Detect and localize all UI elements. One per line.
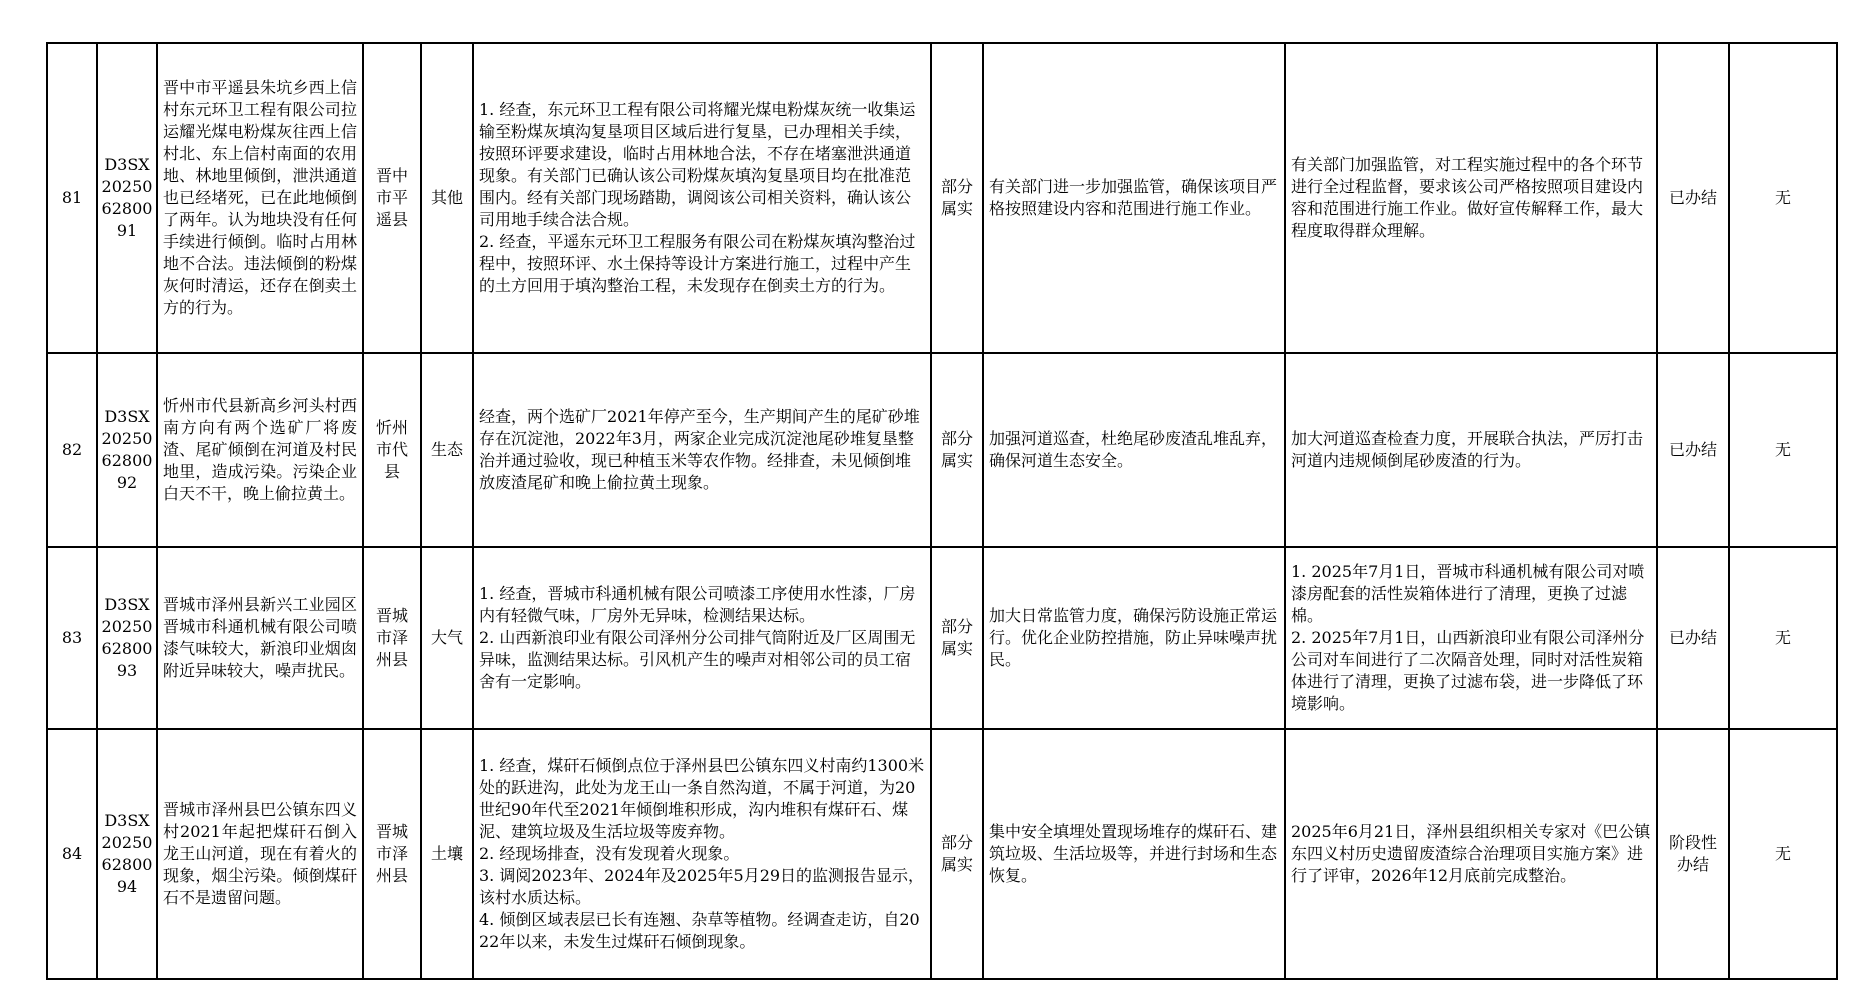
accountability-note: 无 [1729, 547, 1837, 729]
finding-paragraph: 2. 经现场排查，没有发现着火现象。 [479, 844, 740, 863]
table-row [47, 547, 1837, 729]
case-code: D3SX202506280092 [97, 353, 157, 547]
investigation-findings [473, 729, 931, 979]
rectification-requirements: 集中安全填埋处置现场堆存的煤矸石、建筑垃圾、生活垃圾等，并进行封场和生态恢复。 [983, 729, 1285, 979]
verdict: 部分属实 [931, 729, 983, 979]
administrative-area: 晋城市泽州县 [363, 547, 421, 729]
pollution-type: 土壤 [421, 729, 473, 979]
measure-paragraph: 2. 2025年7月1日，山西新浪印业有限公司泽州分公司对车间进行了二次隔音处理，同时对活性炭箱体进行了清理，更换了过滤布袋，进一步降低了环境影响。 [1291, 628, 1645, 713]
verdict: 部分属实 [931, 547, 983, 729]
pollution-type: 生态 [421, 353, 473, 547]
complaint-description: 晋城市泽州县新兴工业园区晋城市科通机械有限公司喷漆气味较大，新浪印业烟囱附近异味较大，噪声扰民。 [157, 547, 363, 729]
measure-paragraph: 2025年6月21日，泽州县组织相关专家对《巴公镇东四义村历史遗留废渣综合治理项目实施方案》进行了评审，2026年12月底前完成整治。 [1291, 822, 1651, 885]
investigation-findings [473, 547, 931, 729]
case-number: 82 [47, 353, 97, 547]
pollution-type: 其他 [421, 43, 473, 353]
table-row [47, 43, 1837, 353]
finding-paragraph: 3. 调阅2023年、2024年及2025年5月29日的监测报告显示，该村水质达标。 [479, 866, 925, 907]
finding-paragraph: 2. 经查，平遥东元环卫工程服务有限公司在粉煤灰填沟整治过程中，按照环评、水土保持等设计方案进行施工，过程中产生的土方回用于填沟整治工程，未发现存在倒卖土方的行为。 [479, 232, 916, 295]
completion-status: 已办结 [1657, 353, 1729, 547]
table-row [47, 353, 1837, 547]
case-table [46, 42, 1838, 980]
measure-paragraph: 加大河道巡查检查力度，开展联合执法，严厉打击河道内违规倾倒尾砂废渣的行为。 [1291, 429, 1644, 470]
administrative-area: 忻州市代县 [363, 353, 421, 547]
finding-paragraph: 2. 山西新浪印业有限公司泽州分公司排气筒附近及厂区周围无异味，监测结果达标。引风机产生的噪声对相邻公司的员工宿舍有一定影响。 [479, 628, 916, 691]
rectification-requirements: 加大日常监管力度，确保污防设施正常运行。优化企业防控措施，防止异味噪声扰民。 [983, 547, 1285, 729]
accountability-note: 无 [1729, 729, 1837, 979]
rectification-measures [1285, 729, 1657, 979]
case-code: D3SX202506280094 [97, 729, 157, 979]
table-body [47, 43, 1837, 979]
measure-paragraph: 有关部门加强监管，对工程实施过程中的各个环节进行全过程监督，要求该公司严格按照项目建设内容和范围进行施工作业。做好宣传解释工作，最大程度取得群众理解。 [1291, 155, 1644, 240]
rectification-measures [1285, 547, 1657, 729]
complaint-description: 晋城市泽州县巴公镇东四义村2021年起把煤矸石倒入龙王山河道，现在有着火的现象，烟尘污染。倾倒煤矸石不是遗留问题。 [157, 729, 363, 979]
verdict: 部分属实 [931, 353, 983, 547]
completion-status: 已办结 [1657, 547, 1729, 729]
accountability-note: 无 [1729, 353, 1837, 547]
table-row [47, 729, 1837, 979]
case-number: 83 [47, 547, 97, 729]
finding-paragraph: 经查，两个选矿厂2021年停产至今，生产期间产生的尾矿砂堆存在沉淀池，2022年3月，两家企业完成沉淀池尾砂堆复垦整治并通过验收，现已种植玉米等农作物。经排查，未见倾倒堆放废渣尾矿和晚上偷拉黄土现象。 [479, 407, 920, 492]
rectification-requirements: 加强河道巡查，杜绝尾砂废渣乱堆乱弃，确保河道生态安全。 [983, 353, 1285, 547]
pollution-type: 大气 [421, 547, 473, 729]
case-code: D3SX202506280093 [97, 547, 157, 729]
accountability-note: 无 [1729, 43, 1837, 353]
rectification-measures [1285, 353, 1657, 547]
finding-paragraph: 1. 经查，东元环卫工程有限公司将耀光煤电粉煤灰统一收集运输至粉煤灰填沟复垦项目区域后进行复垦，已办理相关手续，按照环评要求建设，临时占用林地合法，不存在堵塞泄洪通道现象。有关部门已确认该公司粉煤灰填沟复垦项目均在批准范围内。经有关部门现场踏勘，调阅该公司相关资料，确认该公司用地手续合法合规。 [479, 100, 916, 229]
complaint-description: 忻州市代县新高乡河头村西南方向有两个选矿厂将废渣、尾矿倾倒在河道及村民地里，造成污染。污染企业白天不干，晚上偷拉黄土。 [157, 353, 363, 547]
rectification-requirements: 有关部门进一步加强监管，确保该项目严格按照建设内容和范围进行施工作业。 [983, 43, 1285, 353]
case-number: 81 [47, 43, 97, 353]
finding-paragraph: 1. 经查，晋城市科通机械有限公司喷漆工序使用水性漆，厂房内有轻微气味，厂房外无异味，检测结果达标。 [479, 584, 916, 625]
finding-paragraph: 1. 经查，煤矸石倾倒点位于泽州县巴公镇东四义村南约1300米处的跃进沟，此处为龙王山一条自然沟道，不属于河道，为20世纪90年代至2021年倾倒堆积形成，沟内堆积有煤矸石、煤泥、建筑垃圾及生活垃圾等废弃物。 [479, 756, 925, 841]
case-code: D3SX202506280091 [97, 43, 157, 353]
investigation-findings [473, 353, 931, 547]
finding-paragraph: 4. 倾倒区域表层已长有连翘、杂草等植物。经调查走访，自2022年以来，未发生过煤矸石倾倒现象。 [479, 910, 920, 951]
verdict: 部分属实 [931, 43, 983, 353]
administrative-area: 晋中市平遥县 [363, 43, 421, 353]
measure-paragraph: 1. 2025年7月1日，晋城市科通机械有限公司对喷漆房配套的活性炭箱体进行了清理，更换了过滤棉。 [1291, 562, 1645, 625]
case-number: 84 [47, 729, 97, 979]
rectification-measures [1285, 43, 1657, 353]
administrative-area: 晋城市泽州县 [363, 729, 421, 979]
completion-status: 已办结 [1657, 43, 1729, 353]
completion-status: 阶段性办结 [1657, 729, 1729, 979]
complaint-description: 晋中市平遥县朱坑乡西上信村东元环卫工程有限公司拉运耀光煤电粉煤灰往西上信村北、东上信村南面的农用地、林地里倾倒，泄洪通道也已经堵死，已在此地倾倒了两年。认为地块没有任何手续进行倾倒。临时占用林地不合法。违法倾倒的粉煤灰何时清运，还存在倒卖土方的行为。 [157, 43, 363, 353]
investigation-findings [473, 43, 931, 353]
